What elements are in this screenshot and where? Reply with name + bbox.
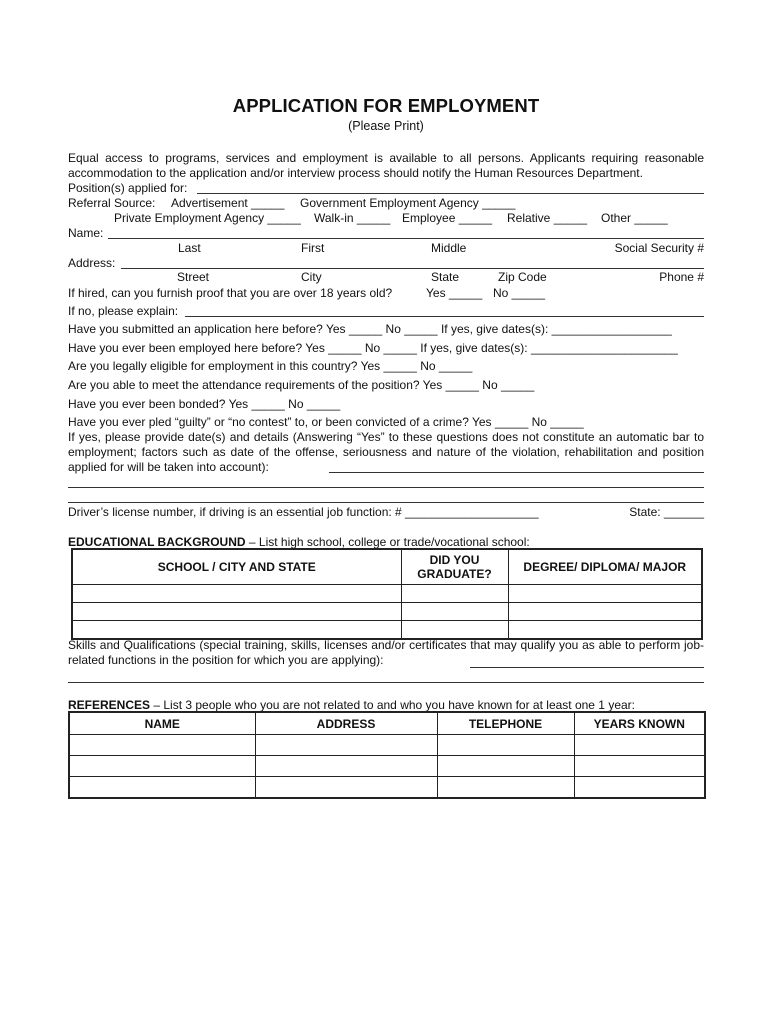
references-heading: REFERENCES: [68, 698, 151, 712]
education-cell[interactable]: [401, 621, 508, 640]
name-caption-first: First: [301, 241, 325, 255]
education-row: [72, 585, 702, 603]
education-cell[interactable]: [508, 585, 702, 603]
address-caption-city: City: [301, 270, 322, 284]
references-cell[interactable]: [255, 777, 437, 799]
question-bonded[interactable]: Have you ever been bonded? Yes _____ No _____: [68, 397, 341, 411]
address-caption-phone: Phone #: [659, 270, 704, 284]
education-col-school: SCHOOL / CITY AND STATE: [72, 549, 401, 585]
skills-text: Skills and Qualifications (special training, skills, licenses and/or certificates that may qualify you as able to perform job-related functions in the position for which you are applying):: [68, 638, 704, 667]
name-caption-ssn: Social Security #: [614, 241, 704, 255]
position-field[interactable]: [197, 182, 704, 194]
referral-label: Referral Source:: [68, 196, 156, 210]
skills-line-2[interactable]: [68, 682, 704, 683]
name-caption-last: Last: [178, 241, 201, 255]
references-col-name: NAME: [69, 712, 255, 735]
page-title: APPLICATION FOR EMPLOYMENT: [232, 95, 540, 116]
referral-relative[interactable]: Relative _____: [507, 211, 588, 225]
references-table: [68, 711, 706, 799]
referral-row-2: [68, 211, 704, 226]
address-caption-street: Street: [177, 270, 210, 284]
references-description: – List 3 people who you are not related to and who you have known for at least one 1 year:: [150, 698, 635, 712]
question-over18: [68, 286, 704, 301]
name-caption-middle: Middle: [431, 241, 467, 255]
education-header-row: [72, 549, 702, 585]
intro-text: Equal access to programs, services and employment is available to all persons. Applicants requiring reasonable accommodation to the application and/or interview process should notify the Human Resources Department.: [68, 151, 704, 180]
details-field-1[interactable]: [329, 461, 704, 473]
education-row: [72, 621, 702, 640]
question-eligible[interactable]: Are you legally eligible for employment in this country? Yes _____ No _____: [68, 359, 473, 373]
referral-advertisement[interactable]: Advertisement _____: [171, 196, 285, 210]
education-cell[interactable]: [72, 621, 401, 640]
education-cell[interactable]: [401, 603, 508, 621]
address-caption-state: State: [431, 270, 460, 284]
education-cell[interactable]: [72, 585, 401, 603]
references-cell[interactable]: [255, 756, 437, 777]
education-cell[interactable]: [401, 585, 508, 603]
application-form: [68, 0, 704, 1024]
references-row: [69, 756, 705, 777]
references-cell[interactable]: [437, 777, 574, 799]
question-attendance[interactable]: Are you able to meet the attendance requirements of the position? Yes _____ No _____: [68, 378, 535, 392]
page-subtitle: (Please Print): [348, 119, 424, 133]
references-cell[interactable]: [574, 777, 705, 799]
name-captions: [68, 241, 704, 256]
address-field[interactable]: [121, 257, 704, 269]
references-row: [69, 777, 705, 799]
license-label[interactable]: Driver’s license number, if driving is an essential job function: # ____________________: [68, 505, 539, 519]
address-caption-zip: Zip Code: [498, 270, 547, 284]
references-cell[interactable]: [437, 756, 574, 777]
question-over18-no[interactable]: No _____: [493, 286, 546, 300]
details-line-3[interactable]: [68, 502, 704, 503]
references-cell[interactable]: [69, 777, 255, 799]
education-col-degree: DEGREE/ DIPLOMA/ MAJOR: [508, 549, 702, 585]
address-label: Address:: [68, 256, 116, 270]
question-employed[interactable]: Have you ever been employed here before? Yes _____ No _____ If yes, give dates(s): ______________________: [68, 341, 678, 355]
education-heading: EDUCATIONAL BACKGROUND: [68, 535, 246, 549]
license-state[interactable]: State: ______: [629, 505, 704, 519]
name-label: Name:: [68, 226, 104, 240]
education-cell[interactable]: [508, 621, 702, 640]
references-cell[interactable]: [574, 756, 705, 777]
education-cell[interactable]: [72, 603, 401, 621]
question-over18-text: If hired, can you furnish proof that you are over 18 years old?: [68, 286, 393, 300]
name-field[interactable]: [108, 227, 704, 239]
references-col-address: ADDRESS: [255, 712, 437, 735]
references-cell[interactable]: [69, 735, 255, 756]
referral-employee[interactable]: Employee _____: [402, 211, 493, 225]
details-line-2[interactable]: [68, 487, 704, 488]
education-row: [72, 603, 702, 621]
question-submitted[interactable]: Have you submitted an application here before? Yes _____ No _____ If yes, give dates(s): __________________: [68, 322, 672, 336]
question-explain-text: If no, please explain:: [68, 304, 179, 318]
question-convicted[interactable]: Have you ever pled “guilty” or “no contest” to, or been convicted of a crime? Yes _____ No _____: [68, 415, 584, 429]
references-cell[interactable]: [255, 735, 437, 756]
explain-field[interactable]: [185, 305, 704, 317]
referral-row-1: [68, 196, 704, 211]
references-cell[interactable]: [69, 756, 255, 777]
references-header-row: [69, 712, 705, 735]
question-details: If yes, please provide date(s) and details (Answering “Yes” to these questions does not constitute an automatic bar to employment; factors such as date of the offense, seriousness and nature of the violation, rehabilitation and position applied for will be taken into account):: [68, 430, 704, 474]
references-row: [69, 735, 705, 756]
education-cell[interactable]: [508, 603, 702, 621]
education-col-graduate: DID YOU GRADUATE?: [401, 549, 508, 585]
position-label: Position(s) applied for:: [68, 181, 188, 195]
references-col-years: YEARS KNOWN: [574, 712, 705, 735]
license-row: [68, 505, 704, 520]
skills-field-1[interactable]: [470, 656, 704, 668]
address-captions: [68, 270, 704, 285]
referral-other[interactable]: Other _____: [601, 211, 668, 225]
references-cell[interactable]: [437, 735, 574, 756]
referral-government[interactable]: Government Employment Agency _____: [300, 196, 516, 210]
references-col-telephone: TELEPHONE: [437, 712, 574, 735]
education-description: – List high school, college or trade/vocational school:: [245, 535, 530, 549]
referral-walkin[interactable]: Walk-in _____: [314, 211, 391, 225]
education-table: [71, 548, 703, 640]
question-over18-yes[interactable]: Yes _____: [426, 286, 483, 300]
referral-private[interactable]: Private Employment Agency _____: [114, 211, 301, 225]
references-cell[interactable]: [574, 735, 705, 756]
